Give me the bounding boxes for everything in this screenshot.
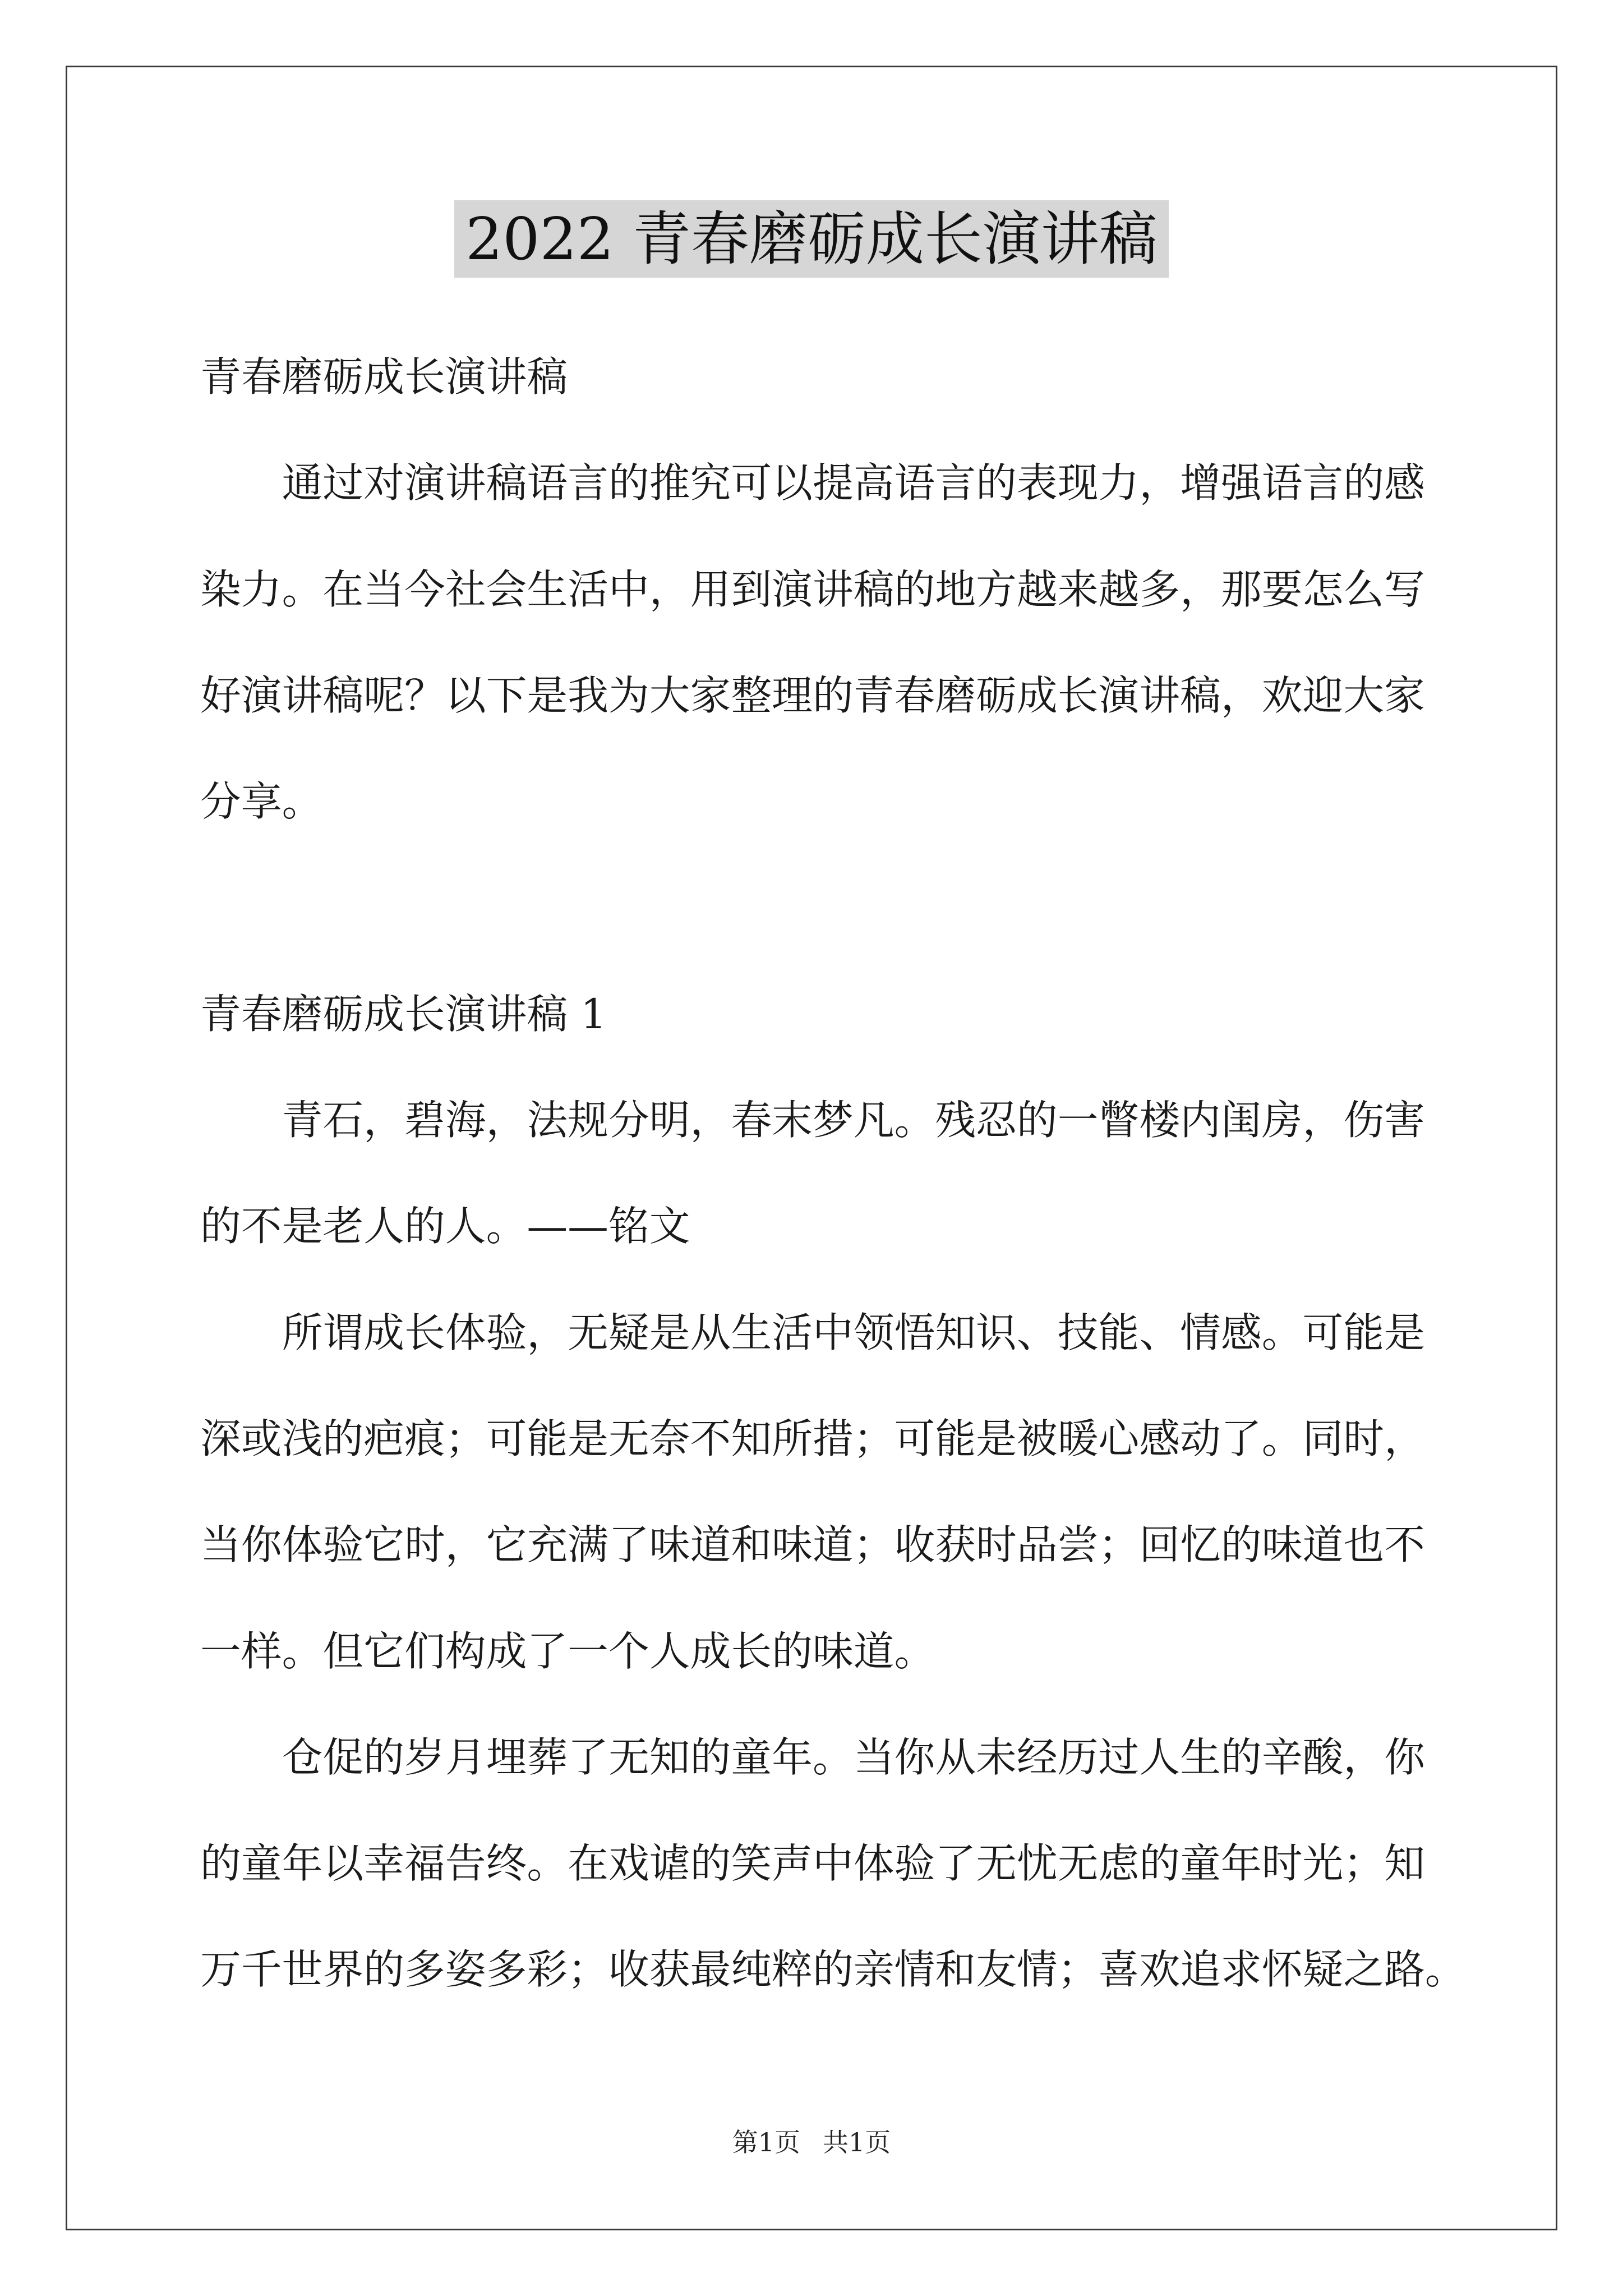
paragraph-line: 万千世界的多姿多彩；收获最纯粹的亲情和友情；喜欢追求怀疑之路。	[200, 1946, 1466, 1994]
paragraph-line: 一样。但它们构成了一个人成长的味道。	[200, 1627, 935, 1676]
body-paragraph	[200, 1705, 1490, 2023]
paragraph-line: 仓促的岁月埋葬了无知的童年。当你从未经历过人生的辛酸，你	[282, 1733, 1425, 1782]
paragraph-line: 所谓成长体验，无疑是从生活中领悟知识、技能、情感。可能是	[282, 1309, 1425, 1357]
document-title: 2022 青春磨砺成长演讲稿	[454, 200, 1169, 278]
body-paragraph	[200, 1068, 1490, 1280]
document-subtitle: 青春磨砺成长演讲稿	[200, 353, 568, 401]
paragraph-line: 好演讲稿呢？以下是我为大家整理的青春磨砺成长演讲稿，欢迎大家	[200, 671, 1425, 720]
page-number-current: 第1页	[732, 2127, 800, 2157]
paragraph-line: 染力。在当今社会生活中，用到演讲稿的地方越来越多，那要怎么写	[200, 565, 1425, 614]
document-body	[200, 324, 1490, 2023]
paragraph-line: 分享。	[200, 778, 323, 826]
section-heading: 青春磨砺成长演讲稿 1	[200, 990, 607, 1038]
page-number-total: 共1页	[823, 2127, 891, 2157]
paragraph-line: 深或浅的疤痕；可能是无奈不知所措；可能是被暖心感动了。同时，	[200, 1415, 1425, 1463]
paragraph-line: 青石，碧海，法规分明，春末梦凡。残忍的一瞥楼内闺房，伤害	[282, 1097, 1425, 1145]
page-footer	[0, 2125, 1623, 2159]
blank-line	[200, 855, 1490, 961]
paragraph-line: 的童年以幸福告终。在戏谑的笑声中体验了无忧无虑的童年时光；知	[200, 1840, 1425, 1888]
paragraph-line: 通过对演讲稿语言的推究可以提高语言的表现力，增强语言的感	[282, 459, 1425, 508]
intro-paragraph	[200, 430, 1490, 855]
title-container	[0, 200, 1623, 278]
paragraph-line: 的不是老人的人。——铭文	[200, 1203, 690, 1251]
paragraph-line: 当你体验它时，它充满了味道和味道；收获时品尝；回忆的味道也不	[200, 1521, 1425, 1570]
body-paragraph	[200, 1280, 1490, 1705]
